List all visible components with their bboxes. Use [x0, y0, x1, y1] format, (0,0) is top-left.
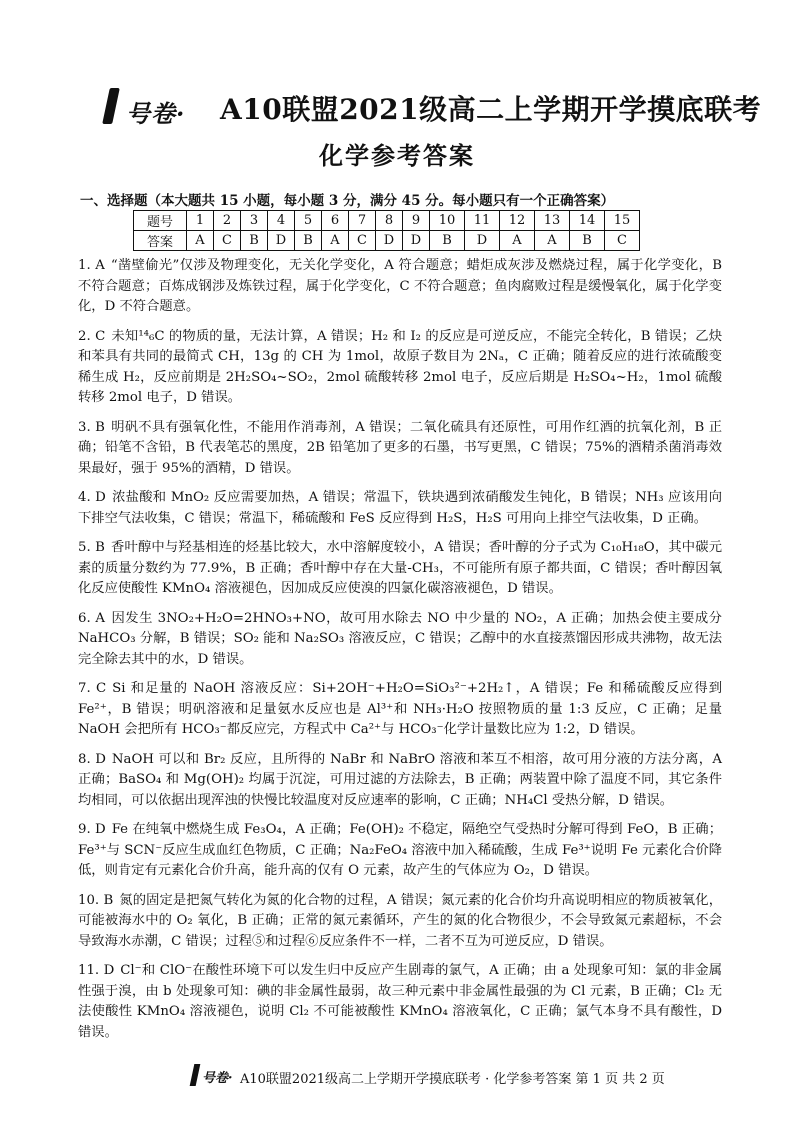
logo-brush-icon	[102, 88, 120, 124]
explanation-list	[78, 256, 722, 1052]
answer-letter: B	[295, 231, 322, 251]
explanation-item	[78, 891, 722, 953]
brand-logo	[100, 88, 210, 128]
footer-brush-icon	[190, 1064, 201, 1086]
question-number: 6	[322, 211, 349, 231]
question-number: 11	[465, 211, 500, 231]
question-number: 13	[535, 211, 570, 231]
explanation-item	[78, 961, 722, 1043]
answer-table-row-label: 答案	[134, 231, 187, 251]
section-heading: 一、选择题（本大题共 15 小题，每小题 3 分，满分 45 分。每小题只有一个正确答案）	[80, 193, 615, 209]
explanation-item	[78, 538, 722, 600]
question-number: 14	[570, 211, 605, 231]
question-number: 8	[376, 211, 403, 231]
item-number-answer: 9. D	[78, 822, 106, 837]
answer-letter: A	[535, 231, 570, 251]
page-footer	[0, 1064, 794, 1088]
page-title: A10联盟2021级高二上学期开学摸底联考	[220, 93, 762, 126]
question-number: 12	[500, 211, 535, 231]
item-text: 明矾不具有强氧化性，不能用作消毒剂，A 错误；二氧化硫具有还原性，可用作红酒的抗氧化剂，B 正确；铅笔不含铅，B 代表笔芯的黑度，2B 铅笔加了更多的石墨，书写更黑，C 错误；75%的酒精杀菌消毒效果最好，强于 95%的酒精，D 错误。	[78, 419, 723, 476]
explanation-item	[78, 256, 722, 318]
question-number: 1	[187, 211, 214, 231]
item-number-answer: 1. A	[78, 258, 105, 273]
item-text: 因发生 3NO₂+H₂O=2HNO₃+NO，故可用水除去 NO 中少量的 NO₂，A 正确；加热会使主要成分 NaHCO₃ 分解，B 错误；SO₂ 能和 Na₂SO₃ 溶液反应，C 错误；乙醇中的水直接蒸馏因形成共沸物，故无法完全除去其中的水，D 错误。	[78, 610, 722, 667]
answer-letter: C	[214, 231, 241, 251]
answer-letter: D	[403, 231, 430, 251]
footer-brand-text: 号卷·	[202, 1071, 233, 1086]
explanation-item	[78, 327, 722, 409]
explanation-item	[78, 820, 722, 882]
item-text: Si 和足量的 NaOH 溶液反应：Si+2OH⁻+H₂O=SiO₃²⁻+2H₂↑，A 错误；Fe 和稀硫酸反应得到 Fe²⁺，B 错误；明矾溶液和足量氨水反应也是 Al³⁺和 NH₃·H₂O 按照物质的量 1:3 反应，C 正确；足量 NaOH 会把所有 HCO₃⁻都反应完，方程式中 Ca²⁺与 HCO₃⁻化学计量数比应为 1:2，D 错误。	[78, 681, 722, 737]
page-header	[0, 86, 794, 126]
answer-letter: A	[500, 231, 535, 251]
item-text: 香叶醇中与羟基相连的烃基比较大，水中溶解度较小，A 错误；香叶醇的分子式为 C₁₀H₁₈O，其中碳元素的质量分数约为 77.9%，B 正确；香叶醇中存在大量-CH₃，不可能所有原子都共面，C 错误；香叶醇因氧化反应使酸性 KMnO₄ 溶液褪色，因加成反应使溴的四氯化碳溶液褪色，D 错误。	[78, 540, 722, 596]
answer-table-row-label: 题号	[134, 211, 187, 231]
item-number-answer: 8. D	[78, 751, 106, 767]
item-number-answer: 3. B	[78, 419, 105, 435]
logo-brand-text: 号卷·	[126, 99, 186, 128]
question-number: 7	[349, 211, 376, 231]
item-number-answer: 4. D	[78, 490, 106, 505]
answer-table	[133, 210, 640, 251]
item-number-answer: 11. D	[78, 963, 115, 978]
item-text: “凿壁偷光”仅涉及物理变化，无关化学变化，A 符合题意；蜡炬成灰涉及燃烧过程，属于化学变化，B 不符合题意；百炼成钢涉及炼铁过程，属于化学变化，C 不符合题意；鱼肉腐败过程是缓慢氧化，属于化学变化，D 不符合题意。	[78, 258, 722, 314]
footer-text: A10联盟2021级高二上学期开学摸底联考 · 化学参考答案 第 1 页 共 2 页	[240, 1072, 665, 1087]
explanation-item	[78, 679, 722, 741]
question-number: 15	[605, 211, 640, 231]
answer-letter: D	[268, 231, 295, 251]
answer-table-answer-row	[134, 231, 640, 251]
item-text: 氮的固定是把氮气转化为氮的化合物的过程，A 错误；氮元素的化合价均升高说明相应的物质被氧化，可能被海水中的 O₂ 氧化，B 正确；正常的氮元素循环，产生的氮的化合物很少，不会导致氮元素超标，不会导致海水赤潮，C 错误；过程⑤和过程⑥反应条件不一样，二者不互为可逆反应，D 错误。	[78, 892, 722, 949]
answer-letter: B	[241, 231, 268, 251]
answer-letter: A	[322, 231, 349, 251]
explanation-item	[78, 750, 722, 812]
item-number-answer: 5. B	[78, 540, 105, 555]
question-number: 2	[214, 211, 241, 231]
page-subtitle: 化学参考答案	[319, 141, 475, 170]
question-number: 10	[430, 211, 465, 231]
footer-logo	[190, 1064, 240, 1086]
answer-letter: D	[376, 231, 403, 251]
question-number: 4	[268, 211, 295, 231]
explanation-item	[78, 609, 722, 671]
answer-letter: B	[570, 231, 605, 251]
item-text: 浓盐酸和 MnO₂ 反应需要加热，A 错误；常温下，铁块遇到浓硝酸发生钝化，B 错误；NH₃ 应该用向下排空气法收集，C 错误；常温下，稀硫酸和 FeS 反应得到 H₂S，H₂S 可用向上排空气法收集，D 正确。	[78, 490, 722, 526]
question-number: 9	[403, 211, 430, 231]
answer-letter: B	[430, 231, 465, 251]
answer-letter: A	[187, 231, 214, 251]
item-text: NaOH 可以和 Br₂ 反应，且所得的 NaBr 和 NaBrO 溶液和苯互不相溶，故可用分液的方法分离，A 正确；BaSO₄ 和 Mg(OH)₂ 均属于沉淀，可用过滤的方法除去，B 正确；两装置中除了温度不同，其它条件均相同，可以依据出现浑浊的快慢比较温度对反应速率的影响，C 正确；NH₄Cl 受热分解，D 错误。	[78, 751, 722, 808]
item-number-answer: 7. C	[78, 681, 107, 696]
explanation-item	[78, 418, 722, 480]
item-text: Fe 在纯氧中燃烧生成 Fe₃O₄，A 正确；Fe(OH)₂ 不稳定，隔绝空气受热时分解可得到 FeO，B 正确；Fe³⁺与 SCN⁻反应生成血红色物质，C 正确；Na₂FeO₄ 溶液中加入稀硫酸，生成 Fe³⁺说明 Fe 元素化合价降低，则肯定有元素化合价升高，能升高的仅有 O 元素，故产生的气体应为 O₂，D 错误。	[78, 822, 723, 878]
item-number-answer: 6. A	[78, 610, 106, 626]
question-number: 5	[295, 211, 322, 231]
answer-letter: D	[465, 231, 500, 251]
item-number-answer: 2. C	[78, 328, 106, 344]
answer-letter: C	[605, 231, 640, 251]
question-number: 3	[241, 211, 268, 231]
item-text: Cl⁻和 ClO⁻在酸性环境下可以发生归中反应产生剧毒的氯气，A 正确；由 a 处现象可知：氯的非金属性强于溴，由 b 处现象可知：碘的非金属性最弱，故三种元素中非金属性最强的为 Cl 元素，B 正确；Cl₂ 无法使酸性 KMnO₄ 溶液褪色，说明 Cl₂ 不可能被酸性 KMnO₄ 溶液氧化，C 正确；氯气本身不具有酸性，D 错误。	[78, 963, 722, 1040]
item-number-answer: 10. B	[78, 892, 114, 908]
item-text: 未知¹⁴₆C 的物质的量，无法计算，A 错误；H₂ 和 I₂ 的反应是可逆反应，不能完全转化，B 错误；乙炔和苯具有共同的最简式 CH，13g 的 CH 为 1mol，故原子数目为 2Nₐ，C 正确；随着反应的进行浓硫酸变稀生成 H₂，反应前期是 2H₂SO₄~SO₂，2mol 硫酸转移 2mol 电子，反应后期是 H₂SO₄~H₂，1mol 硫酸转移 2mol 电子，D 错误。	[78, 328, 722, 405]
explanation-item	[78, 488, 722, 529]
answer-letter: C	[349, 231, 376, 251]
answer-table-number-row	[134, 211, 640, 231]
